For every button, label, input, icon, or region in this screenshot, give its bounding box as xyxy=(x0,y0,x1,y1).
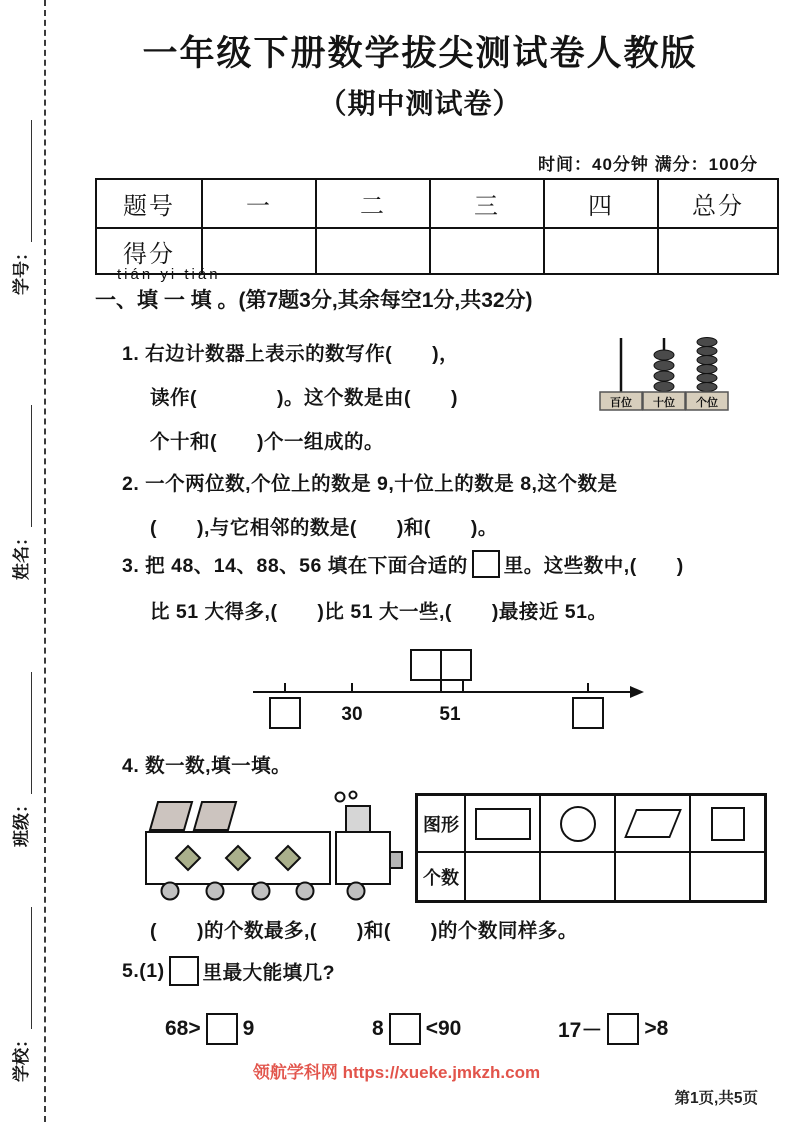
write-in-line xyxy=(16,907,32,1029)
q5-line1 xyxy=(122,956,335,986)
q1-line3: 个十和( )个一组成的。 xyxy=(150,431,384,453)
footer-site-link[interactable]: 领航学科网 https://xueke.jmkzh.com xyxy=(252,1063,541,1082)
margin-label-text: 学号： xyxy=(12,244,31,295)
circle-shape xyxy=(560,806,596,842)
cab-chimney-rectangle xyxy=(346,806,370,832)
answer-box xyxy=(169,956,199,986)
margin-field-class xyxy=(8,597,32,847)
wheel-circle xyxy=(253,883,270,900)
score-empty-cell xyxy=(544,228,658,274)
count-empty-cell xyxy=(540,852,615,901)
number-line-answer-boxes xyxy=(270,650,603,728)
binding-dashed-line xyxy=(44,0,46,1122)
abacus-beads-tens xyxy=(654,350,674,392)
abacus-label-ones: 个位 xyxy=(696,397,718,409)
score-empty-cell xyxy=(316,228,430,274)
count-empty-cell xyxy=(465,852,540,901)
abacus-beads-ones xyxy=(697,338,717,392)
score-table-cell: 四 xyxy=(544,179,658,228)
score-table-header-row xyxy=(96,179,778,228)
q3-line2: 比 51 大得多,( )比 51 大一些,( )最接近 51。 xyxy=(150,601,608,623)
footer-page-number: 第1页,共5页 xyxy=(674,1090,758,1107)
shape-table-row-label: 个数 xyxy=(417,852,465,901)
wheel-circle xyxy=(162,883,179,900)
answer-box xyxy=(607,1013,639,1045)
answer-box xyxy=(441,650,471,680)
answer-box xyxy=(411,650,441,680)
q5-prefix: 5.(1) xyxy=(122,959,165,982)
count-empty-cell xyxy=(615,852,690,901)
score-table-cell: 得分 xyxy=(96,228,202,274)
answer-box xyxy=(389,1013,421,1045)
answer-box xyxy=(472,550,500,578)
shape-table-cell xyxy=(690,795,765,852)
number-line-label-30: 30 xyxy=(341,704,363,725)
write-in-line xyxy=(16,120,32,242)
wheel-circle xyxy=(348,883,365,900)
answer-box xyxy=(573,698,603,728)
shape-table-cell xyxy=(615,795,690,852)
page-title: 一年级下册数学拔尖测试卷人教版 xyxy=(142,34,698,73)
parallelogram-chimney-1 xyxy=(150,802,192,830)
abacus-label-hundreds: 百位 xyxy=(610,397,632,409)
write-in-line xyxy=(16,672,32,794)
q5-text: 里最大能填几? xyxy=(202,962,336,984)
score-table-cell: 三 xyxy=(430,179,544,228)
score-table-cell: 总分 xyxy=(658,179,778,228)
wheel-circle xyxy=(297,883,314,900)
expr-left: 8 xyxy=(372,1017,384,1040)
number-line-ticks xyxy=(285,680,588,692)
shape-table-cell xyxy=(540,795,615,852)
section-pinyin: tián yi tián xyxy=(117,266,221,283)
page-subtitle: （期中测试卷） xyxy=(318,88,522,119)
smoke-circle xyxy=(336,793,345,802)
write-in-line xyxy=(16,405,32,527)
margin-field-name xyxy=(8,330,32,580)
q3-line1 xyxy=(122,550,684,578)
q2-line2: ( ),与它相邻的数是( )和( )。 xyxy=(150,517,498,539)
coupler-rectangle xyxy=(390,852,402,868)
number-line-label-51: 51 xyxy=(439,704,461,725)
answer-box xyxy=(270,698,300,728)
shape-table-row-label: 图形 xyxy=(417,795,465,852)
smoke-circle xyxy=(350,792,357,799)
score-empty-cell xyxy=(430,228,544,274)
q2-line1: 2. 一个两位数,个位上的数是 9,十位上的数是 8,这个数是 xyxy=(122,473,618,495)
count-empty-cell xyxy=(690,852,765,901)
expr-right: 9 xyxy=(242,1017,255,1040)
number-line-image xyxy=(250,642,645,737)
counting-abacus-image xyxy=(598,330,730,414)
margin-field-school xyxy=(8,832,32,1082)
shape-table-cell xyxy=(465,795,540,852)
rectangle-shape xyxy=(475,808,531,840)
section-heading: 一、填 一 填 。(第7题3分,其余每空1分,共32分) xyxy=(95,289,533,312)
score-empty-cell xyxy=(658,228,778,274)
expr-left: 17－ xyxy=(558,1019,603,1042)
q4-line2: ( )的个数最多,( )和( )的个数同样多。 xyxy=(150,920,578,942)
q5-expression-2 xyxy=(372,1013,461,1045)
wheel-circle xyxy=(207,883,224,900)
margin-label-text: 姓名： xyxy=(12,529,31,580)
q1-line2: 读作( )。这个数是由( ) xyxy=(150,387,458,409)
answer-box xyxy=(206,1013,238,1045)
parallelogram-shape xyxy=(624,809,682,838)
margin-label-text: 学校： xyxy=(12,1031,31,1082)
margin-label-text: 班级： xyxy=(12,796,31,847)
expr-left: 68> xyxy=(165,1017,201,1040)
q3-line1-text-a: 3. 把 48、14、88、56 填在下面合适的 xyxy=(122,555,468,577)
score-table-cell: 一 xyxy=(202,179,316,228)
q4-line1: 4. 数一数,填一填。 xyxy=(122,755,292,777)
time-score-meta: 时间：40分钟 满分：100分 xyxy=(538,155,758,174)
margin-field-student-id xyxy=(8,45,32,295)
q5-expression-3 xyxy=(558,1013,668,1045)
square-shape xyxy=(711,807,745,841)
shape-count-table xyxy=(415,793,767,903)
score-table-cell: 题号 xyxy=(96,179,202,228)
q3-line1-text-b: 里。这些数中,( ) xyxy=(503,555,684,577)
cab-square xyxy=(336,832,390,884)
shape-train-image xyxy=(140,790,408,908)
abacus-label-tens: 十位 xyxy=(653,397,675,409)
number-line-arrowhead xyxy=(630,686,644,698)
q5-expression-1 xyxy=(165,1013,254,1045)
parallelogram-chimney-2 xyxy=(194,802,236,830)
q1-line1: 1. 右边计数器上表示的数写作( )， xyxy=(122,343,460,365)
score-table-cell: 二 xyxy=(316,179,430,228)
score-table xyxy=(95,178,779,275)
expr-right: >8 xyxy=(644,1017,669,1040)
expr-right: <90 xyxy=(425,1017,462,1040)
